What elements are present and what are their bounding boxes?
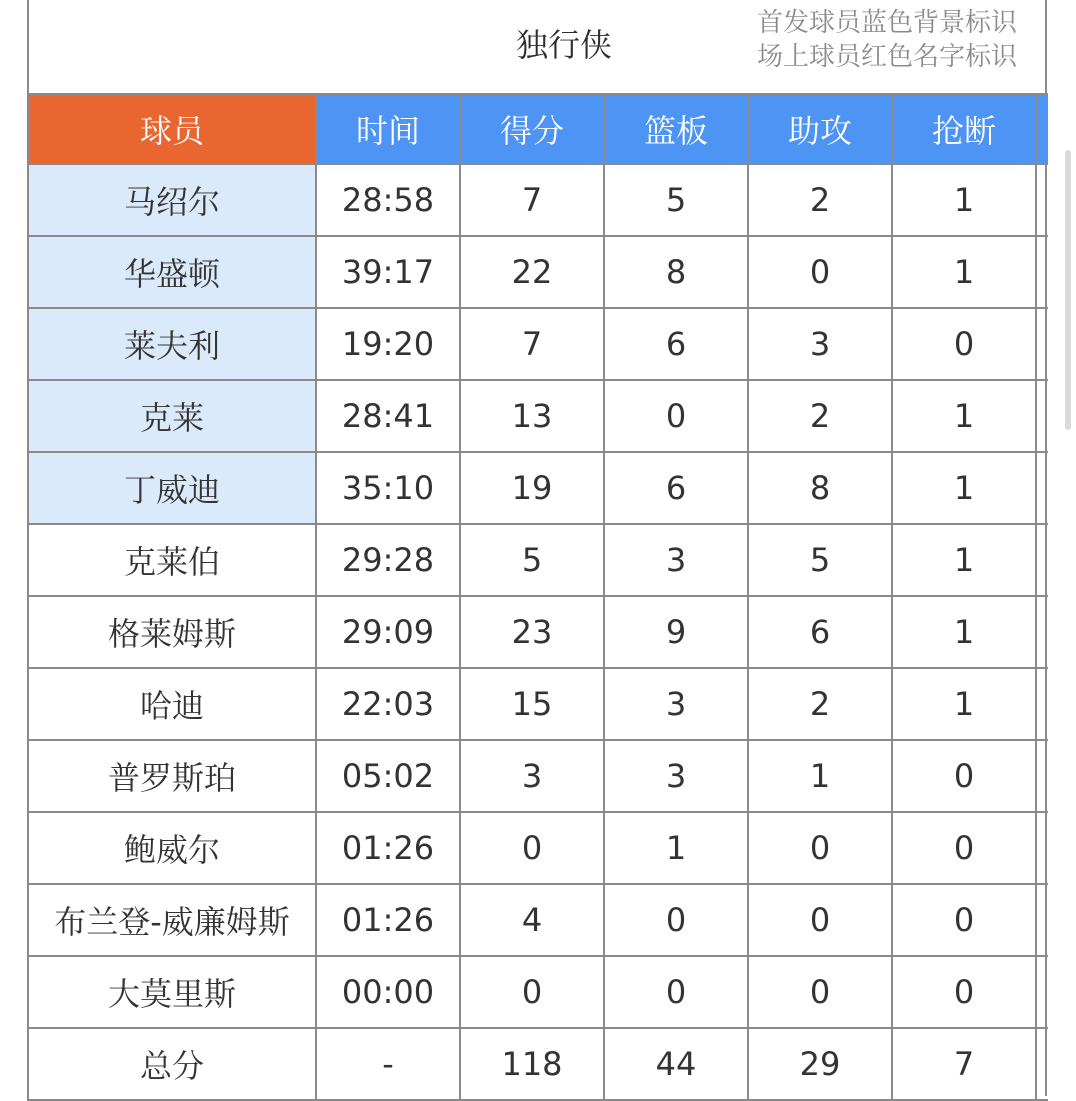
time-cell: 01:26 [316,884,460,956]
time-cell: 35:10 [316,452,460,524]
rebounds-cell: 0 [604,380,748,452]
assists-cell: 0 [748,956,892,1028]
table-row [28,884,1048,956]
table-row [28,596,1048,668]
steals-cell: 1 [892,236,1036,308]
table-row [28,236,1048,308]
table-row [28,452,1048,524]
assists-cell: 0 [748,812,892,884]
legend-oncourt-note: 场上球员红色名字标识 [757,42,1018,72]
steals-cell: 1 [892,164,1036,236]
steals-cell: 0 [892,884,1036,956]
rebounds-cell: 5 [604,164,748,236]
assists-cell: 0 [748,236,892,308]
player-name-cell: 大莫里斯 [28,956,316,1028]
player-name-cell: 丁威迪 [28,452,316,524]
assists-cell: 2 [748,380,892,452]
points-cell: 4 [460,884,604,956]
team-header [29,0,1045,93]
steals-cell: 0 [892,308,1036,380]
steals-cell: 0 [892,956,1036,1028]
column-header-rebounds[interactable]: 篮板 [604,94,748,164]
overflow-cell [1036,308,1048,380]
overflow-cell [1036,236,1048,308]
rebounds-cell: 3 [604,524,748,596]
table-row [28,164,1048,236]
rebounds-cell: 1 [604,812,748,884]
rebounds-cell: 6 [604,452,748,524]
overflow-cell [1036,452,1048,524]
overflow-cell [1036,596,1048,668]
overflow-cell [1036,740,1048,812]
player-name-cell: 克莱 [28,380,316,452]
steals-cell: 1 [892,596,1036,668]
overflow-cell [1036,668,1048,740]
table-row [28,956,1048,1028]
points-cell: 118 [460,1028,604,1100]
assists-cell: 6 [748,596,892,668]
overflow-cell [1036,164,1048,236]
steals-cell: 7 [892,1028,1036,1100]
assists-cell: 0 [748,884,892,956]
steals-cell: 1 [892,380,1036,452]
points-cell: 5 [460,524,604,596]
points-cell: 3 [460,740,604,812]
assists-cell: 1 [748,740,892,812]
totals-row [28,1028,1048,1100]
steals-cell: 1 [892,668,1036,740]
rebounds-cell: 3 [604,740,748,812]
column-header-overflow [1036,94,1048,164]
horizontal-scrollbar[interactable] [1065,150,1071,430]
rebounds-cell: 0 [604,884,748,956]
points-cell: 7 [460,308,604,380]
time-cell: 29:28 [316,524,460,596]
time-cell: 22:03 [316,668,460,740]
legend-note [757,6,1017,74]
assists-cell: 2 [748,668,892,740]
assists-cell: 29 [748,1028,892,1100]
table-header-row [28,94,1048,164]
table-row [28,524,1048,596]
player-name-cell: 布兰登-威廉姆斯 [28,884,316,956]
player-name-cell: 莱夫利 [28,308,316,380]
table-row [28,740,1048,812]
rebounds-cell: 9 [604,596,748,668]
player-name-cell: 华盛顿 [28,236,316,308]
steals-cell: 1 [892,452,1036,524]
column-header-points[interactable]: 得分 [460,94,604,164]
player-name-cell: 哈迪 [28,668,316,740]
column-header-assists[interactable]: 助攻 [748,94,892,164]
steals-cell: 0 [892,740,1036,812]
table-row [28,380,1048,452]
overflow-cell [1036,812,1048,884]
column-header-player[interactable]: 球员 [28,94,316,164]
overflow-cell [1036,956,1048,1028]
table-row [28,812,1048,884]
table-row [28,308,1048,380]
player-name-cell: 马绍尔 [28,164,316,236]
player-name-cell: 普罗斯珀 [28,740,316,812]
rebounds-cell: 8 [604,236,748,308]
time-cell: 00:00 [316,956,460,1028]
assists-cell: 5 [748,524,892,596]
player-name-cell: 鲍威尔 [28,812,316,884]
time-cell: 19:20 [316,308,460,380]
assists-cell: 3 [748,308,892,380]
time-cell: 39:17 [316,236,460,308]
player-name-cell: 格莱姆斯 [28,596,316,668]
time-cell: 01:26 [316,812,460,884]
points-cell: 22 [460,236,604,308]
points-cell: 7 [460,164,604,236]
rebounds-cell: 0 [604,956,748,1028]
overflow-cell [1036,884,1048,956]
overflow-cell [1036,524,1048,596]
time-cell: - [316,1028,460,1100]
points-cell: 0 [460,812,604,884]
player-name-cell: 克莱伯 [28,524,316,596]
rebounds-cell: 44 [604,1028,748,1100]
rebounds-cell: 6 [604,308,748,380]
player-name-cell: 总分 [28,1028,316,1100]
legend-starter-note: 首发球员蓝色背景标识 [757,8,1018,38]
overflow-cell [1036,380,1048,452]
steals-cell: 0 [892,812,1036,884]
time-cell: 28:41 [316,380,460,452]
column-header-steals[interactable]: 抢断 [892,94,1036,164]
assists-cell: 8 [748,452,892,524]
time-cell: 05:02 [316,740,460,812]
points-cell: 23 [460,596,604,668]
points-cell: 15 [460,668,604,740]
table-row [28,668,1048,740]
points-cell: 19 [460,452,604,524]
points-cell: 13 [460,380,604,452]
assists-cell: 2 [748,164,892,236]
box-score-table [27,93,1048,1101]
time-cell: 29:09 [316,596,460,668]
steals-cell: 1 [892,524,1036,596]
column-header-time[interactable]: 时间 [316,94,460,164]
points-cell: 0 [460,956,604,1028]
rebounds-cell: 3 [604,668,748,740]
overflow-cell [1036,1028,1048,1100]
team-name: 独行侠 [515,26,612,64]
time-cell: 28:58 [316,164,460,236]
